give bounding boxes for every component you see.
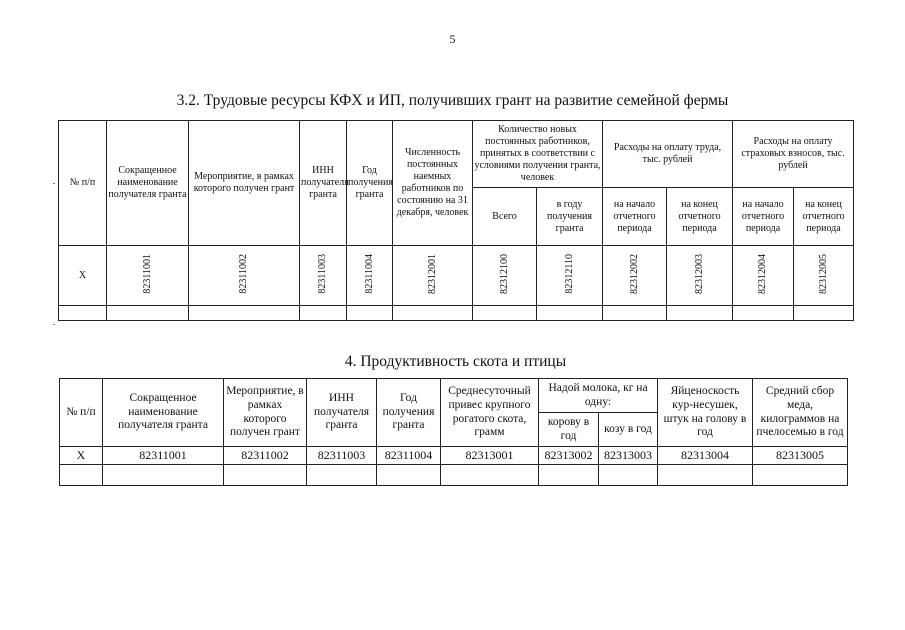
empty-cell: [60, 465, 103, 486]
header-inn: ИНН получателя гранта: [307, 379, 377, 447]
scan-speck: [53, 183, 55, 184]
code-text: 82311001: [141, 253, 153, 294]
table-row-codes: [60, 447, 848, 465]
header-wages-end: на конец отчетного периода: [667, 188, 733, 246]
empty-cell: [603, 306, 667, 321]
code-text: 82312005: [817, 253, 829, 294]
code-cell: [347, 246, 393, 306]
code-text: 82312100: [498, 253, 510, 294]
header-insurance-group: Расходы на оплату страховых взносов, тыс. рублей: [733, 121, 854, 188]
code-cell: [473, 246, 537, 306]
header-wages-start: на начало отчетного периода: [603, 188, 667, 246]
empty-cell: [189, 306, 300, 321]
code-cell: [300, 246, 347, 306]
productivity-table: [59, 378, 848, 486]
empty-cell: [103, 465, 224, 486]
section-title-productivity: 4. Продуктивность скота и птицы: [344, 353, 567, 370]
header-insurance-end: на конец отчетного периода: [794, 188, 854, 246]
code-cell: [733, 246, 794, 306]
header-num: № п/п: [59, 121, 107, 246]
scan-speck: [53, 324, 55, 325]
code-cell: 82313004: [658, 447, 753, 465]
empty-cell: [393, 306, 473, 321]
empty-cell: [667, 306, 733, 321]
code-text: 82311002: [238, 253, 249, 294]
code-text: 82311003: [317, 253, 328, 294]
header-milk-goat: козу в год: [599, 413, 658, 447]
header-new-workers-total: Всего: [473, 188, 537, 246]
code-cell: 82311004: [377, 447, 441, 465]
header-permanent-workers: Численность постоянных наемных работников по состоянию на 31 декабря, человек: [393, 121, 473, 246]
section-title-labor-resources: 3.2. Трудовые ресурсы КФХ и ИП, получивших грант на развитие семейной фермы: [176, 92, 729, 109]
labor-resources-table: [58, 120, 854, 321]
header-honey: Средний сбор меда, килограммов на пчелосемью в год: [753, 379, 848, 447]
empty-cell: [107, 306, 189, 321]
code-text: 82312002: [628, 253, 640, 294]
header-milk-group: Надой молока, кг на одну:: [539, 379, 658, 413]
empty-cell: [658, 465, 753, 486]
header-recipient-name: Сокращенное наименование получателя гранта: [103, 379, 224, 447]
header-year: Год получения гранта: [347, 121, 393, 246]
code-cell: 82311002: [224, 447, 307, 465]
empty-cell: [441, 465, 539, 486]
empty-cell: [733, 306, 794, 321]
header-event: Мероприятие, в рамках которого получен грант: [224, 379, 307, 447]
code-cell: [794, 246, 854, 306]
code-cell: [537, 246, 603, 306]
code-cell: Х: [60, 447, 103, 465]
empty-cell: [599, 465, 658, 486]
header-milk-cow: корову в год: [539, 413, 599, 447]
empty-cell: [347, 306, 393, 321]
empty-cell: [377, 465, 441, 486]
empty-cell: [59, 306, 107, 321]
header-new-workers-group: Количество новых постоянных работников, принятых в соответствии с условиями получения гранта, человек: [473, 121, 603, 188]
code-cell: 82313003: [599, 447, 658, 465]
code-cell: Х: [59, 246, 107, 306]
code-cell: [603, 246, 667, 306]
header-new-workers-year: в году получения гранта: [537, 188, 603, 246]
header-wages-group: Расходы на оплату труда, тыс. рублей: [603, 121, 733, 188]
empty-cell: [307, 465, 377, 486]
code-text: 82312004: [757, 253, 769, 294]
header-num: № п/п: [60, 379, 103, 447]
header-insurance-start: на начало отчетного периода: [733, 188, 794, 246]
header-inn: ИНН получателя гранта: [300, 121, 347, 246]
page-number: 5: [449, 32, 456, 46]
code-cell: 82313001: [441, 447, 539, 465]
code-cell: 82313002: [539, 447, 599, 465]
header-eggs: Яйценоскость кур-несушек, штук на голову в год: [658, 379, 753, 447]
header-weight-gain: Среднесуточный привес крупного рогатого скота, грамм: [441, 379, 539, 447]
header-recipient-name: Сокращенное наименование получателя гранта: [107, 121, 189, 246]
code-text: 82311004: [363, 253, 375, 294]
code-text: 82312003: [693, 253, 705, 294]
code-cell: 82313005: [753, 447, 848, 465]
empty-cell: [753, 465, 848, 486]
table-row-empty: [59, 306, 854, 321]
empty-cell: [539, 465, 599, 486]
empty-cell: [794, 306, 854, 321]
code-cell: 82311001: [103, 447, 224, 465]
empty-cell: [300, 306, 347, 321]
code-cell: [189, 246, 300, 306]
header-event: Мероприятие, в рамках которого получен грант: [189, 121, 300, 246]
code-cell: [393, 246, 473, 306]
empty-cell: [537, 306, 603, 321]
table-row-codes: [59, 246, 854, 306]
code-text: 82312110: [563, 253, 575, 294]
code-cell: 82311003: [307, 447, 377, 465]
empty-cell: [224, 465, 307, 486]
code-cell: [667, 246, 733, 306]
table-row-empty: [60, 465, 848, 486]
empty-cell: [473, 306, 537, 321]
code-text: 82312001: [426, 253, 438, 294]
code-cell: [107, 246, 189, 306]
header-year: Год получения гранта: [377, 379, 441, 447]
